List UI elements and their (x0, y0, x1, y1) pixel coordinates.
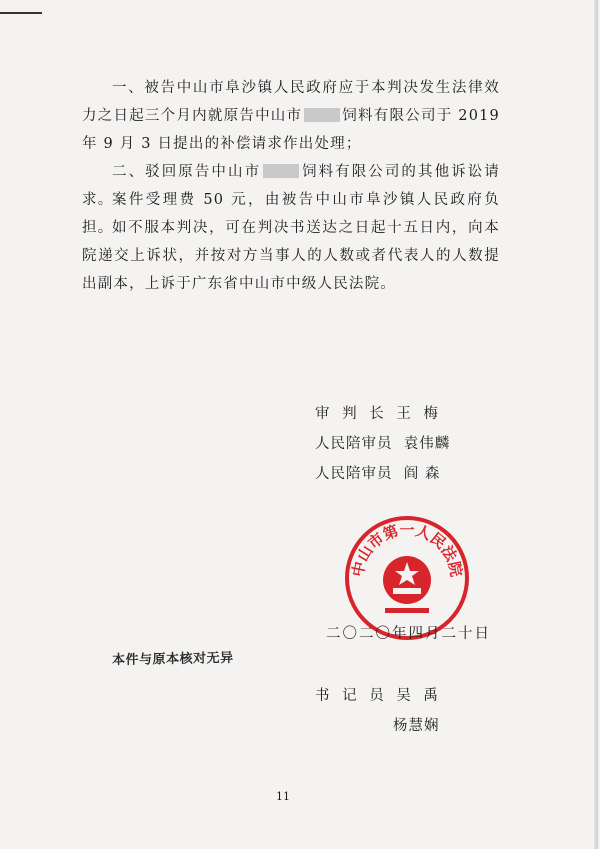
judgment-date: 二〇二〇年四月二十日 (326, 626, 491, 642)
juror-2: 人民陪审员 阎 森 (315, 466, 441, 482)
scan-artifact-line (0, 12, 42, 14)
certification-stamp: 本件与原本核对无异 (111, 650, 234, 669)
redaction-box (304, 108, 340, 122)
appeal-notice-paragraph: 如不服本判决，可在判决书送达之日起十五日内，向本院递交上诉状，并按对方当事人的人数或者代表人的人数提出副本，上诉于广东省中山市中级人民法院。 (82, 220, 500, 292)
scan-page-edge (594, 0, 598, 849)
clerk-2: 杨慧娴 (393, 718, 440, 734)
emblem-gate-icon (393, 588, 421, 594)
emblem-base-icon (385, 608, 429, 613)
judgment-item-2: 二、驳回原告中山市 饲料有限公司的其他诉讼请求。 (82, 164, 500, 208)
juror-1: 人民陪审员 袁伟麟 (315, 436, 451, 452)
page-number: 11 (276, 790, 290, 803)
judgment-item-1: 一、被告中山市阜沙镇人民政府应于本判决发生法律效力之日起三个月内就原告中山市 饲料有限公司于 2019 年 9 月 3 日提出的补偿请求作出处理； (82, 80, 500, 152)
court-fee-paragraph: 案件受理费 50 元，由被告中山市阜沙镇人民政府负担。 (82, 192, 500, 236)
clerk-1: 书 记 员 吴 禹 (315, 688, 442, 704)
presiding-judge: 审 判 长 王 梅 (315, 406, 442, 422)
seal-text: 中山市第一人民法院 (348, 520, 466, 579)
redaction-box (263, 164, 299, 178)
